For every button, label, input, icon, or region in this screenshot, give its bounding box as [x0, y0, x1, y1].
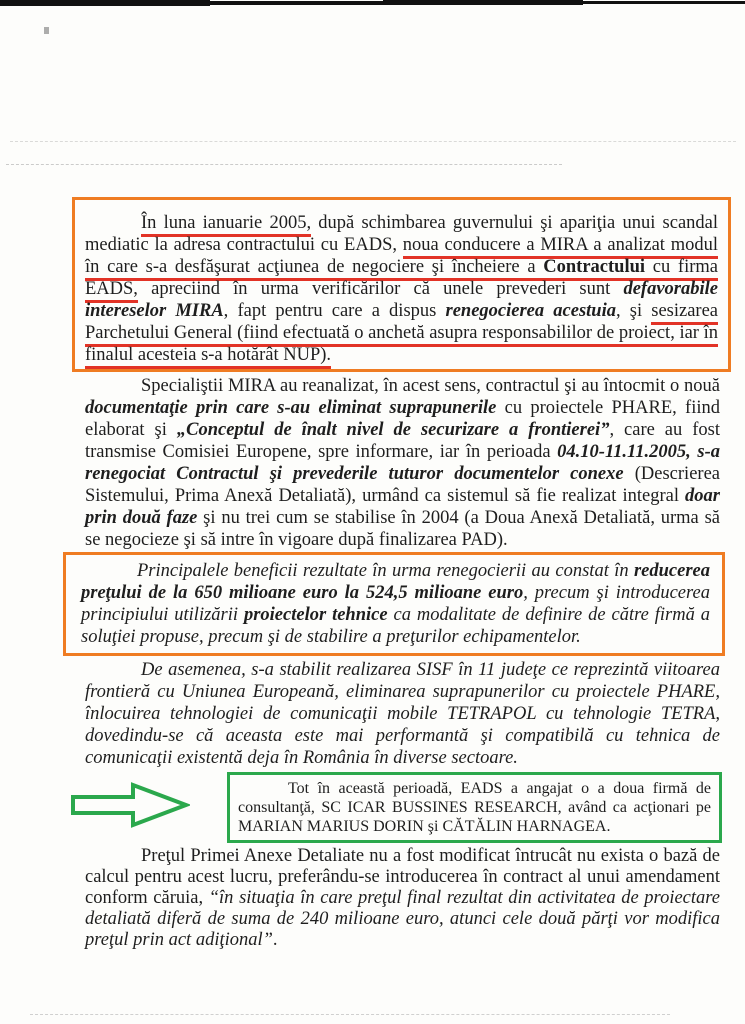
text-segment: apreciind în urma verificărilor că unele prevederi sunt: [137, 279, 624, 299]
text-segment: ca modalitate de definire de către firmă a soluţiei propuse, precum şi de stabilire a preţurilor echipamentelor.: [81, 605, 710, 647]
text-segment: Tot în această perioadă, EADS a angajat o a doua firmă de consultanţă, SC ICAR BUSSINES RESEARCH, având ca acţionari pe MARIAN MARIUS DORIN şi CĂTĂLIN HARNAGEA.: [238, 780, 711, 835]
scan-line-artifact: [10, 141, 736, 142]
text-segment: , fapt pentru care a dispus: [223, 301, 446, 321]
text-segment: , precum şi introducerea principiului utilizării: [81, 583, 710, 625]
green-highlight-box: [227, 772, 722, 843]
paragraph-renegotiation-benefits: [81, 560, 710, 648]
paragraph-contract-analysis: [85, 212, 718, 366]
bold-italic-phrase: renegocierea acestuia: [445, 301, 616, 321]
scan-speck-artifact: [44, 27, 49, 34]
text-segment: De asemenea, s-a stabilit realizarea SISF în 11 judeţe ce reprezintă viitoarea frontieră cu Uniunea Europeană, eliminarea suprapunerilor cu proiectele PHARE, înlocuirea tehnologiei de comunicaţii mobile TETRAPOL cu tehnologie TETRA, dovedindu-se că aceasta este mai performantă şi compatibilă cu tehnica de comunicaţii existentă deja în România în diverse sectoare.: [85, 660, 720, 768]
red-underlined-phrase: sesizarea Parchetului General (fiind efectuată o anchetă asupra responsabililor de proiect, iar în finalul acesteia s-a hotărât NUP).: [85, 301, 718, 369]
text-segment: (Descrierea Sistemului, Prima Anexă Detaliată), urmând ca sistemul să fie realizat integral: [85, 464, 720, 506]
red-underlined-phrase: cu firma EADS,: [85, 257, 718, 303]
bold-italic-phrase: 04.10-11.11.2005, s-a renegociat Contractul şi prevederile tuturor documentelor conexe: [85, 442, 721, 484]
bold-italic-phrase: documentaţie prin care s-au eliminat suprapunerile: [85, 398, 497, 418]
text-segment: cu proiectele PHARE, fiind elaborat şi: [85, 398, 720, 440]
bold-italic-phrase: proiectelor tehnice: [243, 605, 388, 625]
green-arrow-icon: [70, 781, 190, 829]
text-segment: Principalele beneficii rezultate în urma renegocierii au constat în: [137, 561, 634, 581]
text-segment: Specialiştii MIRA au reanalizat, în acest sens, contractul şi au întocmit o nouă: [141, 376, 720, 396]
green-annotation-row: [0, 772, 745, 843]
scan-line-artifact: [6, 164, 562, 165]
bold-italic-phrase: doar prin două faze: [85, 486, 720, 528]
scan-edge-artifact: [0, 0, 210, 6]
scan-line-artifact: [30, 1014, 670, 1015]
scan-edge-artifact: [205, 1, 385, 5]
paragraph-eads-consultancy: [238, 779, 711, 836]
scan-edge-artifact: [580, 1, 745, 4]
red-underlined-phrase: În luna ianuarie 2005,: [141, 213, 311, 237]
orange-highlight-box-2: [63, 552, 725, 656]
bold-italic-phrase: reducerea preţului de la 650 milioane euro la 524,5 milioane euro: [81, 561, 710, 603]
text-segment: , şi: [615, 301, 652, 321]
italic-quote: “în situaţia în care preţul final rezultat din activitatea de proiectare detaliată diferă de suma de 240 milioane euro, atunci cele două părţi vor modifica preţul prin act adiţional”: [85, 888, 720, 950]
bold-red-underlined-phrase: Contractului: [543, 257, 645, 281]
bold-italic-phrase: „Conceptul de înalt nivel de securizare a frontierei”: [176, 420, 610, 440]
text-segment: , care au fost transmise Comisiei Europene, spre informare, iar în perioada: [85, 420, 720, 462]
document-body: [0, 197, 745, 951]
orange-highlight-box-1: [72, 197, 731, 372]
paragraph-sisf-tetra: [85, 659, 720, 769]
text-segment: Preţul Primei Anexe Detaliate nu a fost modificat întrucât nu exista o bază de calcul pentru acest lucru, preferându-se introducerea în contract al unui amendament conform căruia,: [85, 846, 720, 908]
paragraph-specialists-reanalysis: [85, 375, 720, 551]
red-underlined-phrase: noua conducere a MIRA a analizat modul în care s-a desfăşurat acţiunea de negociere şi încheiere a: [85, 235, 718, 281]
text-segment: după schimbarea guvernului şi apariţia unui scandal mediatic la adresa contractului cu EADS,: [85, 213, 719, 255]
bold-italic-phrase: defavorabile intereselor MIRA: [85, 279, 718, 321]
scan-edge-artifact: [383, 0, 583, 5]
text-segment: .: [272, 930, 278, 950]
text-segment: şi nu trei cum se stabilise în 2004 (a Doua Anexă Detaliată, urma să se negocieze şi să intre în vigoare după finalizarea PAD).: [85, 508, 720, 550]
paragraph-annex-price: [85, 846, 720, 951]
